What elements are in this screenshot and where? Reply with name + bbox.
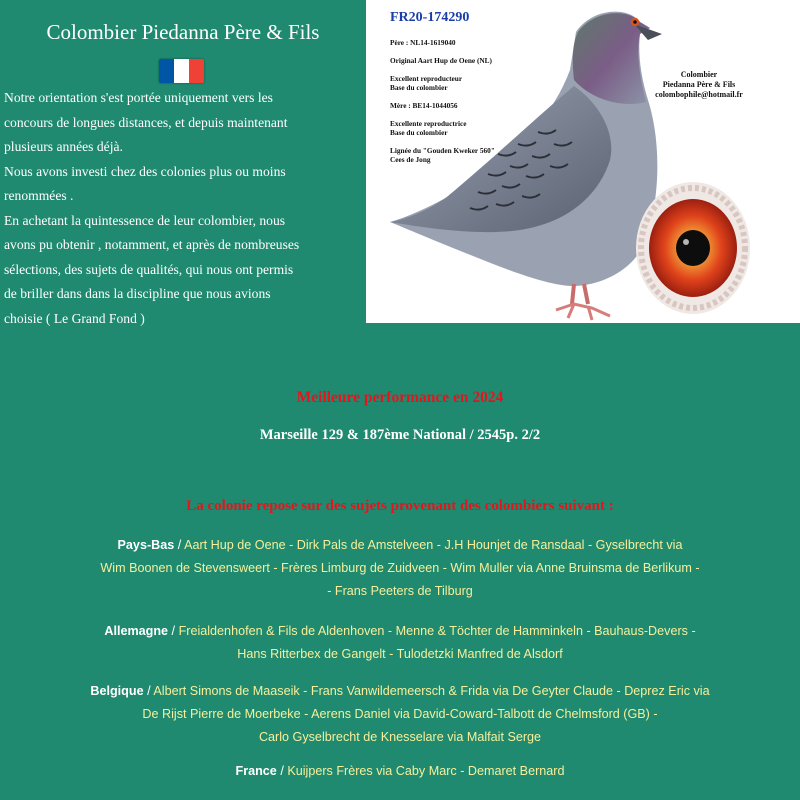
section-line: Wim Boonen de Stevensweert - Frères Limburg de Zuidveen - Wim Muller via Anne Bruinsma de Berlikum - <box>100 561 700 575</box>
performance-result: Marseille 129 & 187ème National / 2545p. 2/2 <box>259 427 541 443</box>
separator: / <box>174 538 185 552</box>
separator: / <box>276 764 288 778</box>
owner-line: Colombier <box>680 70 718 79</box>
page-title: Colombier Piedanna Père & Fils <box>46 20 320 44</box>
pedigree-info <box>390 38 495 164</box>
section-line: De Rijst Pierre de Moerbeke - Aerens Daniel via David-Coward-Talbott de Chelmsford (GB) - <box>142 707 658 721</box>
pedigree-line: Excellente reproductrice <box>390 119 467 128</box>
section-line <box>40 620 760 643</box>
section-pays-bas <box>40 534 760 603</box>
separator: / <box>168 624 179 638</box>
flag-white <box>174 59 189 83</box>
intro-line: En achetant la quintessence de leur colombier, nous <box>4 212 286 228</box>
country-label: Pays-Bas <box>117 538 175 552</box>
ring-number: FR20-174290 <box>390 10 470 25</box>
pedigree-line: Père : NL14-1619040 <box>390 38 456 47</box>
intro-line: avons pu obtenir , notamment, et après de nombreuses <box>4 237 300 252</box>
owner-line: Piedanna Père & Fils <box>662 80 736 89</box>
intro-line: concours de longues distances, et depuis maintenant <box>4 114 288 130</box>
pigeon-card <box>366 0 800 323</box>
colony-heading: La colonie repose sur des sujets provenant des colombiers suivant : <box>186 498 614 514</box>
intro-line: renommées . <box>4 188 74 203</box>
pedigree-line: Base du colombier <box>390 128 448 137</box>
pedigree-line: Original Aart Hup de Oene (NL) <box>390 56 492 65</box>
section-line: Carlo Gyselbrecht de Knesselare via Malfait Serge <box>258 730 542 744</box>
pedigree-line: Excellent reproducteur <box>390 74 463 83</box>
country-label: Allemagne <box>104 624 169 638</box>
performance-heading: Meilleure performance en 2024 <box>296 389 504 406</box>
breeder-list: Aart Hup de Oene - Dirk Pals de Amstelveen - J.H Hounjet de Ransdaal - Gyselbrecht via <box>184 538 683 552</box>
pedigree-line <box>390 110 495 119</box>
pedigree-line: Mère : BE14-1044056 <box>390 101 458 110</box>
breeder-list: Freialdenhofen & Fils de Aldenhoven - Menne & Töchter de Hamminkeln - Bauhaus-Devers - <box>178 624 696 638</box>
owner-email: colombophile@hotmail.fr <box>655 90 743 99</box>
pedigree-line: Base du colombier <box>390 83 448 92</box>
section-line: Hans Ritterbex de Gangelt - Tulodetzki Manfred de Alsdorf <box>237 647 563 661</box>
pedigree-line <box>390 47 495 56</box>
intro-line: Nous avons investi chez des colonies plus ou moins <box>4 163 286 179</box>
pedigree-line <box>390 137 495 146</box>
section-line: - Frans Peeters de Tilburg <box>327 584 473 598</box>
pigeon-eye-illustration <box>634 178 752 318</box>
flag-blue <box>159 59 174 83</box>
flag-red <box>189 59 204 83</box>
intro-line: sélections, des sujets de qualités, qui nous ont permis <box>4 261 294 277</box>
section-line <box>40 680 760 703</box>
owner-info <box>640 70 758 100</box>
section-line <box>40 760 760 783</box>
intro-line: Notre orientation s'est portée uniquement vers les <box>4 90 273 105</box>
separator: / <box>143 684 154 698</box>
french-flag-icon <box>159 59 204 83</box>
country-label: France <box>235 764 277 778</box>
intro-text <box>4 87 366 332</box>
section-france <box>40 760 760 783</box>
section-line <box>40 534 760 557</box>
country-label: Belgique <box>90 684 144 698</box>
intro-line: choisie ( Le Grand Fond ) <box>4 310 145 326</box>
section-belgique <box>40 680 760 749</box>
pedigree-line <box>390 92 495 101</box>
section-allemagne <box>40 620 760 666</box>
pedigree-line: Lignée du "Gouden Kweker 560" <box>390 146 495 155</box>
intro-line: plusieurs années déjà. <box>4 139 123 154</box>
pedigree-line: Cees de Jong <box>390 155 431 164</box>
pedigree-line <box>390 65 495 74</box>
intro-line: de briller dans dans la discipline que nous avions <box>4 286 271 301</box>
breeder-list: Kuijpers Frères via Caby Marc - Demaret Bernard <box>287 764 565 778</box>
breeder-list: Albert Simons de Maaseik - Frans Vanwildemeersch & Frida via De Geyter Claude - Deprez Eric via <box>153 684 710 698</box>
